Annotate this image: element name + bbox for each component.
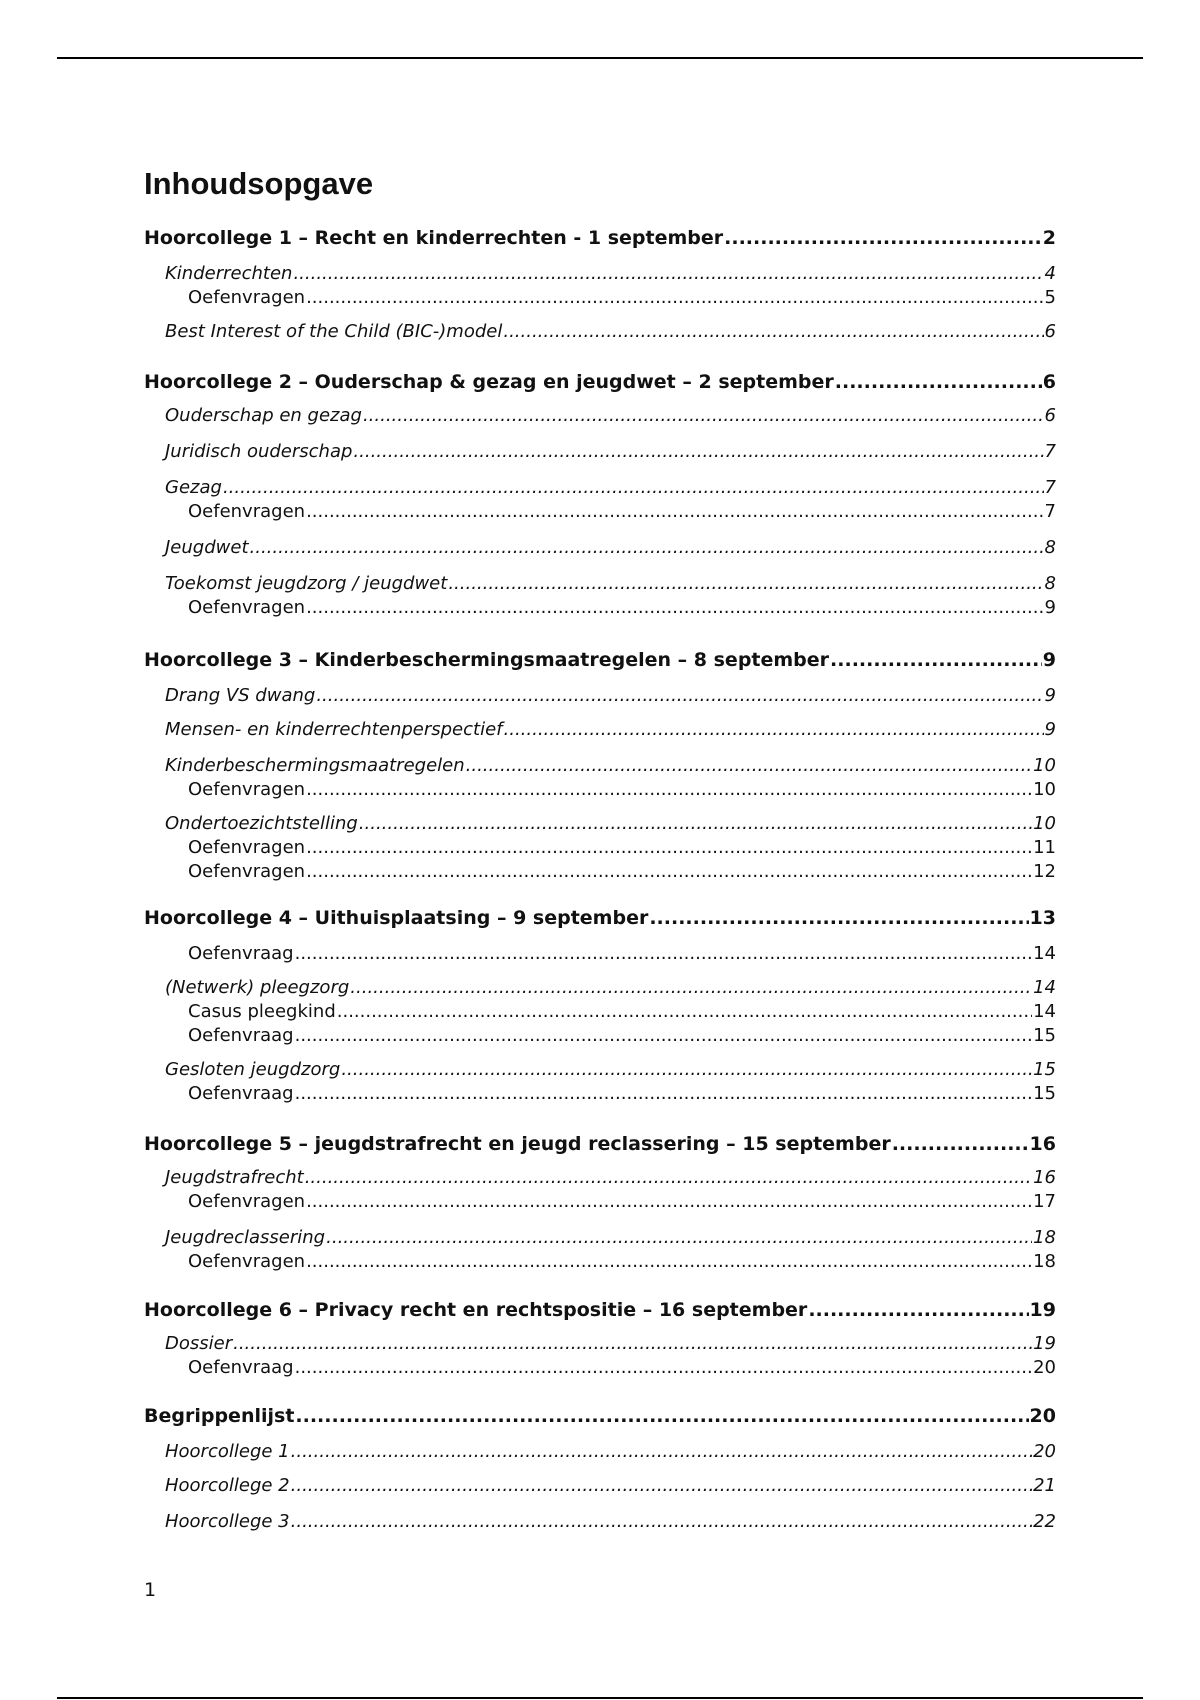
toc-entry-page: 7 (1044, 501, 1056, 522)
toc-entry-page: 19 (1033, 1333, 1056, 1354)
toc-entry-page: 10 (1033, 813, 1056, 834)
toc-dot-leader (503, 320, 1043, 344)
toc-subsection-entry[interactable] (188, 1356, 1056, 1380)
toc-entry-title: Ondertoezichtstelling (165, 813, 358, 834)
toc-entry-title: Hoorcollege 1 (165, 1441, 290, 1462)
toc-entry-title: Best Interest of the Child (BIC-)model (165, 321, 503, 342)
toc-chapter-entry[interactable] (144, 370, 1056, 394)
toc-entry-title: Oefenvragen (188, 861, 306, 882)
toc-dot-leader (808, 1298, 1028, 1322)
toc-dot-leader (892, 1132, 1029, 1156)
toc-entry-title: Hoorcollege 6 – Privacy recht en rechtspositie – 16 september (144, 1299, 808, 1321)
toc-entry-title: Toekomst jeugdzorg / jeugdwet (165, 573, 448, 594)
toc-dot-leader (448, 572, 1043, 596)
toc-subsection-entry[interactable] (188, 1250, 1056, 1274)
toc-dot-leader (250, 536, 1044, 560)
toc-section-entry[interactable] (165, 812, 1056, 836)
toc-entry-title: Oefenvragen (188, 501, 306, 522)
toc-entry-title: Hoorcollege 3 – Kinderbeschermingsmaatregelen – 8 september (144, 649, 830, 671)
toc-entry-page: 5 (1044, 287, 1056, 308)
toc-section-entry[interactable] (165, 718, 1056, 742)
toc-chapter-entry[interactable] (144, 226, 1056, 250)
toc-dot-leader (466, 754, 1032, 778)
toc-dot-leader (306, 596, 1043, 620)
toc-entry-title: Hoorcollege 2 – Ouderschap & gezag en jeugdwet – 2 september (144, 371, 834, 393)
toc-subsection-entry[interactable] (188, 1190, 1056, 1214)
toc-section-entry[interactable] (165, 684, 1056, 708)
toc-section-entry[interactable] (165, 440, 1056, 464)
toc-dot-leader (350, 976, 1032, 1000)
toc-dot-leader (306, 778, 1032, 802)
toc-entry-title: Dossier (165, 1333, 233, 1354)
toc-dot-leader (835, 370, 1042, 394)
toc-entry-page: 11 (1033, 837, 1056, 858)
toc-entry-title: Oefenvraag (188, 1357, 294, 1378)
toc-dot-leader (295, 942, 1032, 966)
toc-entry-page: 18 (1033, 1227, 1056, 1248)
toc-dot-leader (353, 440, 1043, 464)
toc-entry-page: 2 (1042, 227, 1056, 249)
toc-entry-page: 9 (1044, 719, 1056, 740)
toc-dot-leader (291, 1510, 1032, 1534)
toc-entry-title: Hoorcollege 3 (165, 1511, 290, 1532)
toc-entry-page: 6 (1044, 405, 1056, 426)
page-number: 1 (144, 1579, 157, 1601)
toc-entry-title: Jeugdwet (165, 537, 249, 558)
toc-chapter-entry[interactable] (144, 1298, 1056, 1322)
toc-dot-leader (649, 906, 1028, 930)
toc-subsection-entry[interactable] (188, 1000, 1056, 1024)
toc-entry-page: 6 (1044, 321, 1056, 342)
toc-subsection-entry[interactable] (188, 836, 1056, 860)
toc-dot-leader (359, 812, 1032, 836)
toc-subsection-entry[interactable] (188, 596, 1056, 620)
toc-entry-title: Gezag (165, 477, 222, 498)
toc-dot-leader (341, 1058, 1032, 1082)
toc-entry-title: Jeugdstrafrecht (165, 1167, 304, 1188)
toc-section-entry[interactable] (165, 1058, 1056, 1082)
toc-dot-leader (233, 1332, 1032, 1356)
toc-dot-leader (305, 1166, 1032, 1190)
toc-dot-leader (291, 1474, 1032, 1498)
toc-entry-page: 16 (1033, 1167, 1056, 1188)
toc-entry-page: 20 (1029, 1405, 1056, 1427)
toc-entry-title: Begrippenlijst (144, 1405, 295, 1427)
toc-entry-page: 22 (1033, 1511, 1056, 1532)
toc-dot-leader (291, 1440, 1032, 1464)
toc-entry-page: 7 (1044, 441, 1056, 462)
toc-entry-page: 21 (1033, 1475, 1056, 1496)
toc-entry-page: 16 (1029, 1133, 1056, 1155)
toc-entry-page: 15 (1033, 1059, 1056, 1080)
toc-dot-leader (316, 684, 1043, 708)
toc-section-entry[interactable] (165, 536, 1056, 560)
toc-section-entry[interactable] (165, 476, 1056, 500)
toc-entry-title: Oefenvraag (188, 1083, 294, 1104)
toc-section-entry[interactable] (165, 1440, 1056, 1464)
toc-section-entry[interactable] (165, 262, 1056, 286)
toc-entry-title: Oefenvraag (188, 943, 294, 964)
toc-dot-leader (830, 648, 1042, 672)
toc-entry-page: 12 (1033, 861, 1056, 882)
toc-entry-page: 19 (1029, 1299, 1056, 1321)
toc-entry-page: 10 (1033, 755, 1056, 776)
toc-dot-leader (295, 1082, 1032, 1106)
toc-dot-leader (293, 262, 1043, 286)
toc-dot-leader (306, 836, 1032, 860)
toc-entry-page: 13 (1029, 907, 1056, 929)
toc-entry-title: Hoorcollege 2 (165, 1475, 290, 1496)
toc-entry-page: 10 (1033, 779, 1056, 800)
toc-entry-title: Kinderrechten (165, 263, 293, 284)
toc-entry-title: Oefenvragen (188, 837, 306, 858)
toc-entry-page: 20 (1033, 1357, 1056, 1378)
toc-section-entry[interactable] (165, 572, 1056, 596)
toc-section-entry[interactable] (165, 1226, 1056, 1250)
toc-entry-page: 4 (1044, 263, 1056, 284)
toc-dot-leader (306, 860, 1032, 884)
toc-dot-leader (306, 286, 1043, 310)
toc-entry-page: 9 (1044, 685, 1056, 706)
toc-heading: Inhoudsopgave (144, 166, 374, 201)
toc-entry-page: 20 (1033, 1441, 1056, 1462)
toc-entry-page: 9 (1042, 649, 1056, 671)
toc-section-entry[interactable] (165, 1474, 1056, 1498)
toc-subsection-entry[interactable] (188, 286, 1056, 310)
toc-entry-title: Kinderbeschermingsmaatregelen (165, 755, 465, 776)
toc-dot-leader (295, 1404, 1028, 1428)
toc-entry-page: 18 (1033, 1251, 1056, 1272)
toc-chapter-entry[interactable] (144, 648, 1056, 672)
toc-entry-page: 8 (1044, 537, 1056, 558)
toc-entry-page: 14 (1033, 977, 1056, 998)
toc-section-entry[interactable] (165, 976, 1056, 1000)
toc-entry-title: Oefenvraag (188, 1025, 294, 1046)
toc-section-entry[interactable] (165, 1166, 1056, 1190)
toc-entry-page: 7 (1044, 477, 1056, 498)
toc-section-entry[interactable] (165, 404, 1056, 428)
toc-dot-leader (306, 1250, 1032, 1274)
toc-entry-title: (Netwerk) pleegzorg (165, 977, 350, 998)
toc-entry-title: Oefenvragen (188, 597, 306, 618)
toc-dot-leader (295, 1024, 1032, 1048)
toc-dot-leader (724, 226, 1042, 250)
toc-entry-title: Jeugdreclassering (165, 1227, 326, 1248)
toc-chapter-entry[interactable] (144, 1404, 1056, 1428)
toc-entry-title: Hoorcollege 4 – Uithuisplaatsing – 9 september (144, 907, 649, 929)
toc-entry-title: Ouderschap en gezag (165, 405, 362, 426)
toc-entry-title: Gesloten jeugdzorg (165, 1059, 341, 1080)
toc-entry-page: 14 (1033, 943, 1056, 964)
toc-dot-leader (306, 500, 1043, 524)
toc-dot-leader (326, 1226, 1032, 1250)
toc-entry-title: Juridisch ouderschap (165, 441, 353, 462)
toc-subsection-entry[interactable] (188, 1024, 1056, 1048)
toc-chapter-entry[interactable] (144, 1132, 1056, 1156)
toc-entry-page: 8 (1044, 573, 1056, 594)
toc-entry-title: Hoorcollege 5 – jeugdstrafrecht en jeugd reclassering – 15 september (144, 1133, 891, 1155)
toc-entry-page: 15 (1033, 1025, 1056, 1046)
toc-section-entry[interactable] (165, 1510, 1056, 1534)
toc-section-entry[interactable] (165, 320, 1056, 344)
toc-dot-leader (363, 404, 1044, 428)
toc-entry-page: 17 (1033, 1191, 1056, 1212)
toc-subsection-entry[interactable] (188, 778, 1056, 802)
toc-entry-title: Drang VS dwang (165, 685, 316, 706)
toc-entry-page: 9 (1044, 597, 1056, 618)
toc-entry-title: Casus pleegkind (188, 1001, 336, 1022)
toc-entry-page: 15 (1033, 1083, 1056, 1104)
toc-section-entry[interactable] (165, 1332, 1056, 1356)
toc-dot-leader (306, 1190, 1032, 1214)
toc-dot-leader (504, 718, 1044, 742)
toc-entry-title: Oefenvragen (188, 287, 306, 308)
toc-entry-title: Oefenvragen (188, 779, 306, 800)
toc-entry-page: 14 (1033, 1001, 1056, 1022)
toc-subsection-entry[interactable] (188, 1082, 1056, 1106)
footer-rule (57, 1697, 1143, 1699)
toc-subsection-entry[interactable] (188, 942, 1056, 966)
toc-dot-leader (337, 1000, 1032, 1024)
toc-dot-leader (223, 476, 1044, 500)
toc-entry-title: Oefenvragen (188, 1251, 306, 1272)
toc-section-entry[interactable] (165, 754, 1056, 778)
toc-subsection-entry[interactable] (188, 500, 1056, 524)
toc-dot-leader (295, 1356, 1032, 1380)
toc-entry-title: Mensen- en kinderrechtenperspectief (165, 719, 503, 740)
toc-entry-title: Hoorcollege 1 – Recht en kinderrechten - 1 september (144, 227, 724, 249)
toc-entry-title: Oefenvragen (188, 1191, 306, 1212)
toc-subsection-entry[interactable] (188, 860, 1056, 884)
toc-chapter-entry[interactable] (144, 906, 1056, 930)
toc-entry-page: 6 (1042, 371, 1056, 393)
